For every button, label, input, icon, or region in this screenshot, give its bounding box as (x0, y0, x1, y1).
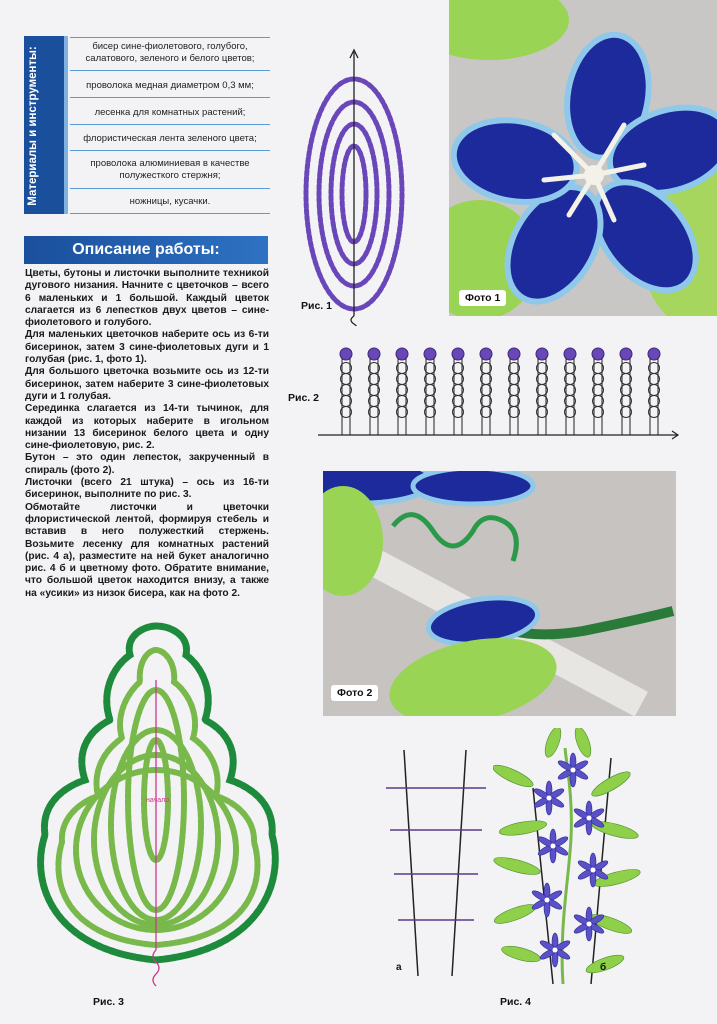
stamen (368, 348, 380, 435)
photo-1 (449, 0, 717, 316)
figure-1-label: Рис. 1 (301, 300, 332, 312)
description-title: Описание работы: (72, 241, 220, 258)
description-body (25, 268, 269, 600)
materials-divider (70, 70, 270, 71)
figure-3-start-label: начало (146, 797, 170, 804)
stamen (620, 348, 632, 435)
figure-2-label: Рис. 2 (288, 392, 319, 404)
description-paragraph: Обмотайте листочки и цветочки флористической лентой, формируя стебель и вставив в него полужесткий стержень. Возьмите лесенку для комнатных растений (рис. 4 а), разместите на ней букет аналогично рис. 4 б и цветному фото. Обратите внимание, что большой цветок находится внизу, а также на «усики» из низок бисера, как на фото 2. (25, 501, 269, 599)
description-paragraph: Листочки (всего 21 штука) – ось из 16-ти бисеринок, выполните по рис. 3. (25, 477, 269, 501)
stamen (424, 348, 436, 435)
materials-stripe (64, 36, 68, 214)
materials-item: бисер сине-фиолетового, голубого, салатового, зеленого и белого цветов; (85, 41, 255, 64)
figure-4a-letter: а (396, 962, 402, 973)
materials-item: проволока алюминиевая в качестве полужесткого стержня; (90, 158, 250, 181)
description-paragraph: Для маленьких цветочков наберите ось из 6-ти бисеринок, затем 3 сине-фиолетовых дуги и 1 голубая (рис. 1, фото 1). (25, 329, 269, 366)
materials-item: лесенка для комнатных растений; (94, 107, 246, 118)
materials-divider (70, 97, 270, 98)
stamen (536, 348, 548, 435)
stamen (452, 348, 464, 435)
description-paragraph: Для большого цветочка возьмите ось из 12-ти бисеринок, затем наберите 3 сине-фиолетовых дуги и 1 голубая. (25, 366, 269, 402)
photo-2-label: Фото 2 (331, 685, 378, 701)
materials-divider (70, 213, 270, 214)
photo-1-label: Фото 1 (459, 290, 506, 306)
materials-title: Материалы и инструменты: (27, 46, 39, 206)
flower-icon (557, 753, 589, 787)
description-header (24, 236, 268, 264)
flower-icon (537, 829, 569, 863)
stamen (648, 348, 660, 435)
stamen (480, 348, 492, 435)
figure-4b-bouquet (493, 728, 643, 986)
figure-3-label: Рис. 3 (93, 996, 124, 1008)
stamen (508, 348, 520, 435)
figure-4a-ladder (382, 748, 492, 980)
figure-2-diagram (318, 340, 680, 445)
flower-icon (539, 933, 571, 967)
materials-box (24, 36, 270, 214)
photo-1-image (449, 0, 717, 316)
stamen (396, 348, 408, 435)
materials-divider (70, 150, 270, 151)
figure-1-diagram (288, 44, 418, 326)
photo-2-image (323, 471, 676, 716)
materials-divider (70, 124, 270, 125)
figure-4b-letter: б (600, 962, 607, 973)
materials-divider (70, 188, 270, 189)
materials-divider (70, 37, 270, 38)
stamen (592, 348, 604, 435)
description-paragraph: Цветы, бутоны и листочки выполните техникой дугового низания. Начните с цветочков – всего 6 маленьких и 1 большой. Каждый цветок слагается из 6 лепестков двух цветов – сине-фиолетового и голубого. (25, 268, 269, 329)
materials-item: флористическая лента зеленого цвета; (83, 133, 257, 144)
wire-end (351, 316, 357, 326)
description-paragraph: Бутон – это один лепесток, закрученный в спираль (фото 2). (25, 452, 269, 476)
figure-3-diagram (30, 620, 298, 992)
photo-2 (323, 471, 676, 716)
description-paragraph: Серединка слагается из 14-ти тычинок, для каждой из которых наберите в игольном низании 13 бисеринок белого цвета и одну сине-фиолетовую, рис. 2. (25, 403, 269, 452)
stamen (564, 348, 576, 435)
stamen (340, 348, 352, 435)
flower-icon (533, 781, 565, 815)
flower-icon (531, 883, 563, 917)
figure-4-label: Рис. 4 (500, 996, 531, 1008)
materials-item: проволока медная диаметром 0,3 мм; (86, 80, 254, 91)
materials-item: ножницы, кусачки. (129, 196, 211, 207)
materials-sidebar (24, 36, 64, 214)
